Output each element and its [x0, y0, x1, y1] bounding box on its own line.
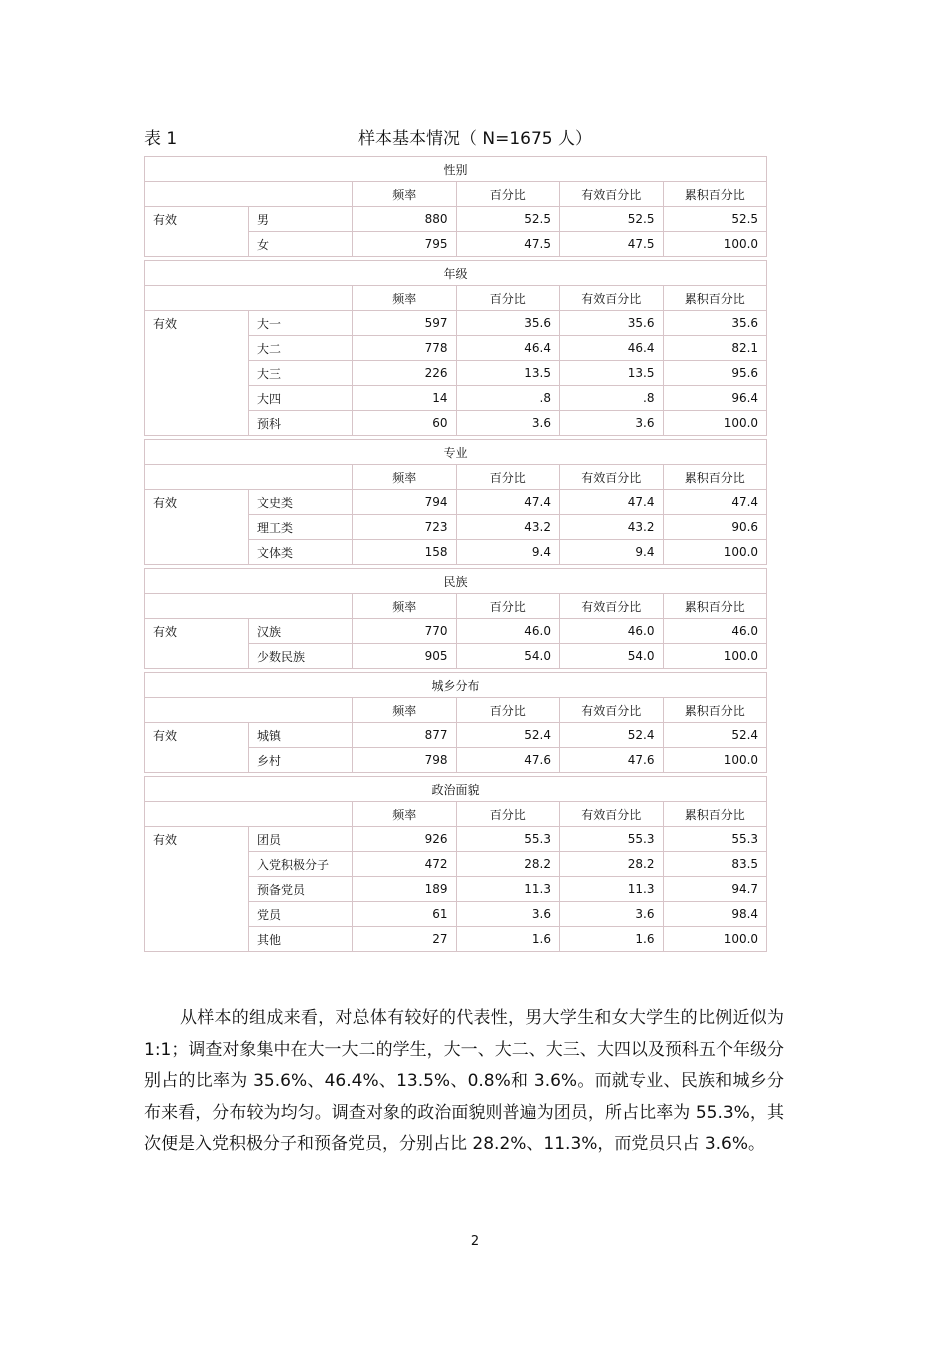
- table-block: [144, 568, 766, 669]
- value-cell: 43.2: [456, 515, 560, 540]
- column-header: 有效百分比: [560, 594, 664, 619]
- frequency-tables: [144, 156, 766, 955]
- frequency-table: [144, 260, 767, 436]
- category-cell: 预备党员: [249, 877, 353, 902]
- value-cell: 52.4: [560, 723, 664, 748]
- table-row: [145, 311, 767, 336]
- table-row: [145, 490, 767, 515]
- category-cell: 少数民族: [249, 644, 353, 669]
- frequency-table: [144, 672, 767, 773]
- table-block: [144, 439, 766, 565]
- value-cell: 82.1: [663, 336, 767, 361]
- value-cell: 61: [353, 902, 457, 927]
- column-header: 百分比: [456, 286, 560, 311]
- value-cell: 94.7: [663, 877, 767, 902]
- value-cell: 880: [353, 207, 457, 232]
- category-cell: 文史类: [249, 490, 353, 515]
- table-header-row: [145, 182, 767, 207]
- header-blank-cell: [145, 465, 353, 490]
- category-cell: 大一: [249, 311, 353, 336]
- header-blank-cell: [145, 286, 353, 311]
- category-cell: 文体类: [249, 540, 353, 565]
- column-header: 累积百分比: [663, 465, 767, 490]
- value-cell: 794: [353, 490, 457, 515]
- valid-label: 有效: [145, 207, 249, 257]
- frequency-table: [144, 776, 767, 952]
- value-cell: 100.0: [663, 540, 767, 565]
- value-cell: 46.4: [456, 336, 560, 361]
- table-title-row: [145, 440, 767, 465]
- value-cell: 100.0: [663, 232, 767, 257]
- value-cell: 47.4: [663, 490, 767, 515]
- value-cell: 55.3: [560, 827, 664, 852]
- column-header: 有效百分比: [560, 698, 664, 723]
- value-cell: 46.0: [663, 619, 767, 644]
- table-header-row: [145, 802, 767, 827]
- value-cell: 472: [353, 852, 457, 877]
- header-blank-cell: [145, 182, 353, 207]
- table-number: 表 1: [144, 129, 178, 149]
- column-header: 有效百分比: [560, 286, 664, 311]
- table-title: 样本基本情况（ N=1675 人）: [358, 129, 593, 149]
- table-title-row: [145, 777, 767, 802]
- value-cell: 11.3: [560, 877, 664, 902]
- value-cell: 1.6: [456, 927, 560, 952]
- value-cell: 55.3: [663, 827, 767, 852]
- table-block: [144, 776, 766, 952]
- value-cell: 96.4: [663, 386, 767, 411]
- category-cell: 大四: [249, 386, 353, 411]
- table-row: [145, 619, 767, 644]
- table-header-row: [145, 286, 767, 311]
- value-cell: 1.6: [560, 927, 664, 952]
- table-row: [145, 827, 767, 852]
- value-cell: 3.6: [560, 411, 664, 436]
- table-row: [145, 723, 767, 748]
- value-cell: 83.5: [663, 852, 767, 877]
- category-cell: 乡村: [249, 748, 353, 773]
- table-section-title: 政治面貌: [145, 777, 767, 802]
- valid-label: 有效: [145, 723, 249, 773]
- value-cell: 98.4: [663, 902, 767, 927]
- table-section-title: 专业: [145, 440, 767, 465]
- table-section-title: 性别: [145, 157, 767, 182]
- page-number: 2: [470, 1234, 480, 1249]
- value-cell: 798: [353, 748, 457, 773]
- value-cell: 55.3: [456, 827, 560, 852]
- value-cell: 46.0: [560, 619, 664, 644]
- column-header: 累积百分比: [663, 594, 767, 619]
- value-cell: 13.5: [456, 361, 560, 386]
- column-header: 百分比: [456, 594, 560, 619]
- category-cell: 理工类: [249, 515, 353, 540]
- category-cell: 大二: [249, 336, 353, 361]
- header-blank-cell: [145, 802, 353, 827]
- header-blank-cell: [145, 594, 353, 619]
- value-cell: 723: [353, 515, 457, 540]
- column-header: 累积百分比: [663, 286, 767, 311]
- value-cell: .8: [560, 386, 664, 411]
- value-cell: 47.5: [560, 232, 664, 257]
- value-cell: 100.0: [663, 411, 767, 436]
- value-cell: 926: [353, 827, 457, 852]
- value-cell: 95.6: [663, 361, 767, 386]
- column-header: 累积百分比: [663, 182, 767, 207]
- value-cell: 3.6: [456, 411, 560, 436]
- category-cell: 其他: [249, 927, 353, 952]
- value-cell: 54.0: [560, 644, 664, 669]
- frequency-table: [144, 156, 767, 257]
- table-block: [144, 260, 766, 436]
- value-cell: 100.0: [663, 927, 767, 952]
- category-cell: 大三: [249, 361, 353, 386]
- column-header: 有效百分比: [560, 802, 664, 827]
- column-header: 有效百分比: [560, 465, 664, 490]
- value-cell: 52.4: [456, 723, 560, 748]
- value-cell: 100.0: [663, 748, 767, 773]
- value-cell: 597: [353, 311, 457, 336]
- value-cell: 3.6: [456, 902, 560, 927]
- frequency-table: [144, 439, 767, 565]
- column-header: 频率: [353, 286, 457, 311]
- value-cell: 52.4: [663, 723, 767, 748]
- value-cell: 905: [353, 644, 457, 669]
- value-cell: 43.2: [560, 515, 664, 540]
- value-cell: 35.6: [456, 311, 560, 336]
- value-cell: 778: [353, 336, 457, 361]
- table-block: [144, 672, 766, 773]
- value-cell: 100.0: [663, 644, 767, 669]
- table-header-row: [145, 594, 767, 619]
- column-header: 频率: [353, 802, 457, 827]
- value-cell: 47.4: [456, 490, 560, 515]
- table-section-title: 民族: [145, 569, 767, 594]
- value-cell: 47.6: [560, 748, 664, 773]
- value-cell: 189: [353, 877, 457, 902]
- body-paragraph: 从样本的组成来看，对总体有较好的代表性，男大学生和女大学生的比例近似为 1:1；调查对象集中在大一大二的学生，大一、大二、大三、大四以及预科五个年级分别占的比率为 35.6%、46.4%、13.5%、0.8%和 3.6%。而就专业、民族和城乡分布来看，分布较为均匀。调查对象的政治面貌则普遍为团员，所占比率为 55.3%，其次便是入党积极分子和预备党员，分别占比 28.2%、11.3%，而党员只占 3.6%。: [144, 1008, 784, 1154]
- value-cell: 226: [353, 361, 457, 386]
- column-header: 累积百分比: [663, 698, 767, 723]
- table-block: [144, 156, 766, 257]
- column-header: 频率: [353, 698, 457, 723]
- valid-label: 有效: [145, 619, 249, 669]
- value-cell: 11.3: [456, 877, 560, 902]
- table-section-title: 城乡分布: [145, 673, 767, 698]
- column-header: 百分比: [456, 465, 560, 490]
- value-cell: 27: [353, 927, 457, 952]
- table-header-row: [145, 465, 767, 490]
- value-cell: 52.5: [663, 207, 767, 232]
- table-section-title: 年级: [145, 261, 767, 286]
- value-cell: 47.6: [456, 748, 560, 773]
- column-header: 频率: [353, 182, 457, 207]
- value-cell: 877: [353, 723, 457, 748]
- category-cell: 预科: [249, 411, 353, 436]
- value-cell: 35.6: [663, 311, 767, 336]
- header-blank-cell: [145, 698, 353, 723]
- value-cell: 9.4: [456, 540, 560, 565]
- table-title-row: [145, 569, 767, 594]
- value-cell: 52.5: [456, 207, 560, 232]
- table-title-row: [145, 157, 767, 182]
- table-title-row: [145, 261, 767, 286]
- table-row: [145, 207, 767, 232]
- column-header: 百分比: [456, 802, 560, 827]
- value-cell: 158: [353, 540, 457, 565]
- table-title-row: [145, 673, 767, 698]
- column-header: 频率: [353, 594, 457, 619]
- category-cell: 男: [249, 207, 353, 232]
- category-cell: 女: [249, 232, 353, 257]
- column-header: 百分比: [456, 698, 560, 723]
- value-cell: 52.5: [560, 207, 664, 232]
- value-cell: 28.2: [456, 852, 560, 877]
- category-cell: 城镇: [249, 723, 353, 748]
- valid-label: 有效: [145, 311, 249, 436]
- category-cell: 汉族: [249, 619, 353, 644]
- value-cell: 54.0: [456, 644, 560, 669]
- value-cell: 47.5: [456, 232, 560, 257]
- column-header: 有效百分比: [560, 182, 664, 207]
- value-cell: 60: [353, 411, 457, 436]
- value-cell: 770: [353, 619, 457, 644]
- value-cell: 90.6: [663, 515, 767, 540]
- category-cell: 团员: [249, 827, 353, 852]
- value-cell: .8: [456, 386, 560, 411]
- column-header: 累积百分比: [663, 802, 767, 827]
- category-cell: 党员: [249, 902, 353, 927]
- column-header: 百分比: [456, 182, 560, 207]
- value-cell: 13.5: [560, 361, 664, 386]
- table-header-row: [145, 698, 767, 723]
- category-cell: 入党积极分子: [249, 852, 353, 877]
- value-cell: 46.0: [456, 619, 560, 644]
- value-cell: 46.4: [560, 336, 664, 361]
- value-cell: 28.2: [560, 852, 664, 877]
- value-cell: 9.4: [560, 540, 664, 565]
- valid-label: 有效: [145, 490, 249, 565]
- column-header: 频率: [353, 465, 457, 490]
- value-cell: 47.4: [560, 490, 664, 515]
- table-caption: [144, 124, 766, 148]
- value-cell: 35.6: [560, 311, 664, 336]
- frequency-table: [144, 568, 767, 669]
- value-cell: 795: [353, 232, 457, 257]
- value-cell: 14: [353, 386, 457, 411]
- valid-label: 有效: [145, 827, 249, 952]
- value-cell: 3.6: [560, 902, 664, 927]
